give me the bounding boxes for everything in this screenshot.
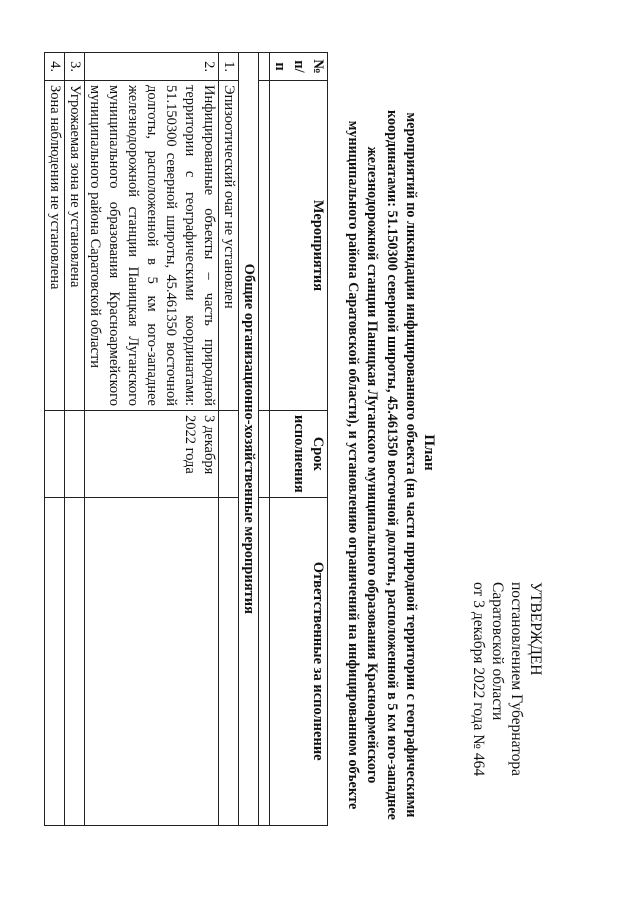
header-number: № п/п bbox=[270, 53, 328, 81]
approval-region: Саратовской области bbox=[489, 582, 506, 721]
plan-title: План bbox=[421, 434, 437, 471]
table-spacer-row bbox=[259, 53, 270, 826]
row-number: 4. bbox=[45, 53, 65, 81]
table-row bbox=[85, 53, 219, 826]
row-number: 3. bbox=[65, 53, 85, 81]
plan-desc-line: координатами: 51.150300 северной широты, 45.461350 восточной долготы, расположенной в 5 км юго-западнее bbox=[383, 110, 400, 820]
row-event: Эпизоотический очаг не установлен bbox=[219, 81, 239, 411]
table-section-row bbox=[239, 53, 259, 826]
table-row bbox=[219, 53, 239, 826]
plan-desc-line: муниципального района Саратовской области), и установлению ограничений на инфицированном объекте bbox=[344, 120, 361, 810]
approval-block bbox=[469, 582, 545, 882]
row-event: Зона наблюдения не установлена bbox=[45, 81, 65, 411]
row-responsible bbox=[219, 497, 239, 825]
row-responsible bbox=[65, 497, 85, 825]
row-term bbox=[45, 411, 65, 498]
row-term: 3 декабря 2022 года bbox=[85, 411, 219, 498]
row-responsible bbox=[45, 497, 65, 825]
approval-date: от 3 декабря 2022 года № 464 bbox=[470, 582, 487, 777]
plan-desc-line: мероприятий по ликвидации инфицированного объекта (на части природной территории с географическими bbox=[403, 112, 419, 818]
header-term: Срок исполнения bbox=[270, 411, 328, 498]
row-term bbox=[65, 411, 85, 498]
approval-decree: постановлением Губернатора bbox=[508, 582, 525, 777]
row-term bbox=[219, 411, 239, 498]
approval-stamp: УТВЕРЖДЕН bbox=[527, 582, 544, 676]
header-events: Мероприятия bbox=[270, 81, 328, 411]
row-event: Инфицированные объекты – часть природной территории с географическими координатами: 51.150300 северной широты, 45.461350 восточной долготы, расположенной в 5 км юго-западнее железнодорожной станции Паницкая Луганского муниципального образования Красноармейского муниципального района Саратовской области bbox=[85, 81, 219, 411]
row-responsible bbox=[85, 497, 219, 825]
table-row bbox=[65, 53, 85, 826]
plan-description bbox=[342, 70, 420, 860]
row-number: 1. bbox=[219, 53, 239, 81]
row-number: 2. bbox=[85, 53, 219, 81]
header-responsible: Ответственные за исполнение bbox=[270, 497, 328, 825]
plan-table bbox=[44, 52, 328, 826]
row-event: Угрожаемая зона не установлена bbox=[65, 81, 85, 411]
section-title: Общие организационно-хозяйственные мероприятия bbox=[239, 53, 259, 826]
table-row bbox=[45, 53, 65, 826]
plan-desc-line: железнодорожной станции Паницкая Луганского муниципального образования Красноармейского bbox=[364, 146, 381, 784]
table-header-row bbox=[270, 53, 328, 826]
